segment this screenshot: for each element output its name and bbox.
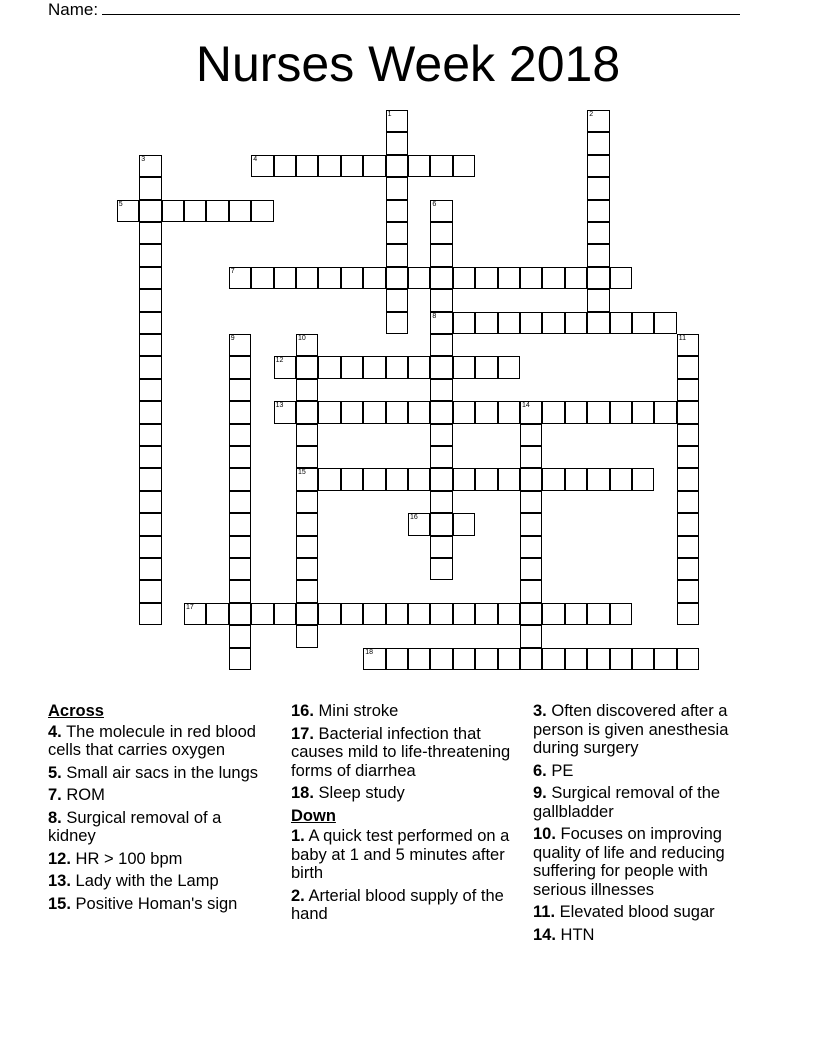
grid-cell[interactable] [610,312,632,334]
clue-down-1: 1. A quick test performed on a baby at 1 and 5 minutes after birth [291,827,510,882]
grid-cell[interactable] [498,356,520,378]
grid-cell[interactable] [206,200,228,222]
grid-cell[interactable] [565,267,587,289]
cell-number: 15 [298,469,306,477]
grid-cell[interactable] [274,356,296,378]
grid-cell[interactable] [139,580,161,602]
grid-cell[interactable] [408,603,430,625]
grid-cell[interactable] [139,200,161,222]
grid-cell[interactable] [139,536,161,558]
grid-cell[interactable] [453,603,475,625]
grid-cell[interactable] [386,132,408,154]
grid-cell[interactable] [520,603,542,625]
grid-cell[interactable] [274,267,296,289]
grid-cell[interactable] [139,468,161,490]
grid-cell[interactable] [139,424,161,446]
grid-cell[interactable] [632,312,654,334]
grid-cell[interactable] [520,267,542,289]
grid-cell[interactable] [139,401,161,423]
grid-cell[interactable] [542,312,564,334]
grid-cell[interactable] [430,312,452,334]
grid-cell[interactable] [386,468,408,490]
grid-cell[interactable] [386,312,408,334]
grid-cell[interactable] [139,356,161,378]
grid-cell[interactable] [610,648,632,670]
clue-across-8: 8. Surgical removal of a kidney [48,808,222,845]
grid-cell[interactable] [430,244,452,266]
page-title: Nurses Week 2018 [195,36,621,92]
grid-cell[interactable] [318,468,340,490]
grid-cell[interactable] [677,334,699,356]
grid-cell[interactable] [430,155,452,177]
clue-across-5: 5. Small air sacs in the lungs [48,763,259,782]
grid-cell[interactable] [408,401,430,423]
grid-cell[interactable] [677,424,699,446]
grid-cell[interactable] [139,334,161,356]
grid-cell[interactable] [139,513,161,535]
grid-cell[interactable] [229,468,251,490]
grid-cell[interactable] [229,267,251,289]
grid-cell[interactable] [296,580,318,602]
grid-cell[interactable] [206,603,228,625]
grid-cell[interactable] [587,177,609,199]
clues-column-1 [48,702,273,917]
grid-cell[interactable] [453,356,475,378]
cell-number: 2 [589,111,594,118]
clue-across-15: 15. Positive Homan's sign [48,894,238,913]
grid-cell[interactable] [520,424,542,446]
grid-cell[interactable] [229,558,251,580]
grid-cell[interactable] [430,603,452,625]
clues-column-2 [291,702,516,928]
clue-across-16: 16. Mini stroke [291,702,399,720]
cell-number: 13 [275,402,284,410]
grid-cell[interactable] [587,289,609,311]
grid-cell[interactable] [229,356,251,378]
grid-cell[interactable] [363,356,385,378]
grid-cell[interactable] [251,603,273,625]
grid-cell[interactable] [453,648,475,670]
grid-cell[interactable] [363,468,385,490]
grid-cell[interactable] [520,513,542,535]
grid-cell[interactable] [318,155,340,177]
grid-cell[interactable] [498,468,520,490]
grid-cell[interactable] [453,513,475,535]
grid-cell[interactable] [229,379,251,401]
clue-across-12: 12. HR > 100 bpm [48,849,183,868]
grid-cell[interactable] [587,155,609,177]
grid-cell[interactable] [229,536,251,558]
grid-cell[interactable] [453,155,475,177]
clue-down-3: 3. Often discovered after a person is given anesthesia during surgery [533,702,729,757]
clue-across-13: 13. Lady with the Lamp [48,872,219,890]
grid-cell[interactable] [453,267,475,289]
grid-cell[interactable] [139,558,161,580]
clue-across-4: 4. The molecule in red blood cells that carries oxygen [48,722,256,759]
clue-across-7: 7. ROM [48,786,105,804]
grid-cell[interactable] [677,648,699,670]
grid-cell[interactable] [184,200,206,222]
grid-cell[interactable] [542,468,564,490]
grid-cell[interactable] [677,379,699,401]
grid-cell[interactable] [654,648,676,670]
grid-cell[interactable] [363,155,385,177]
grid-cell[interactable] [296,558,318,580]
grid-cell[interactable] [274,603,296,625]
grid-cell[interactable] [542,648,564,670]
grid-cell[interactable] [587,244,609,266]
grid-cell[interactable] [139,155,161,177]
grid-cell[interactable] [296,267,318,289]
grid-cell[interactable] [520,580,542,602]
grid-cell[interactable] [587,648,609,670]
grid-cell[interactable] [386,289,408,311]
grid-cell[interactable] [184,603,206,625]
grid-cell[interactable] [386,401,408,423]
grid-cell[interactable] [386,200,408,222]
grid-cell[interactable] [475,401,497,423]
grid-cell[interactable] [430,558,452,580]
grid-cell[interactable] [251,200,273,222]
grid-cell[interactable] [162,200,184,222]
grid-cell[interactable] [430,334,452,356]
clue-down-2: 2. Arterial blood supply of the hand [291,886,504,923]
grid-cell[interactable] [587,132,609,154]
grid-cell[interactable] [139,177,161,199]
grid-cell[interactable] [296,356,318,378]
grid-cell[interactable] [430,648,452,670]
grid-cell[interactable] [386,267,408,289]
grid-cell[interactable] [139,491,161,513]
cell-number: 18 [365,648,373,656]
grid-cell[interactable] [251,267,273,289]
clue-down-14: 14. HTN [533,925,595,944]
grid-cell[interactable] [363,267,385,289]
grid-cell[interactable] [677,580,699,602]
grid-cell[interactable] [542,603,564,625]
grid-cell[interactable] [363,603,385,625]
grid-cell[interactable] [520,558,542,580]
grid-cell[interactable] [386,177,408,199]
cell-number: 3 [141,155,146,163]
grid-cell[interactable] [139,244,161,266]
grid-cell[interactable] [139,379,161,401]
grid-cell[interactable] [430,468,452,490]
grid-cell[interactable] [229,491,251,513]
grid-cell[interactable] [677,603,699,625]
grid-cell[interactable] [430,491,452,513]
cell-number: 4 [253,155,258,163]
grid-cell[interactable] [587,110,609,132]
grid-cell[interactable] [296,155,318,177]
grid-cell[interactable] [654,312,676,334]
grid-cell[interactable] [520,536,542,558]
clue-down-6: 6. PE [533,761,574,780]
grid-cell[interactable] [386,222,408,244]
grid-cell[interactable] [229,200,251,222]
grid-cell[interactable] [296,424,318,446]
grid-cell[interactable] [274,401,296,423]
grid-cell[interactable] [565,401,587,423]
grid-cell[interactable] [542,267,564,289]
grid-cell[interactable] [430,267,452,289]
grid-cell[interactable] [363,648,385,670]
grid-cell[interactable] [386,155,408,177]
grid-cell[interactable] [386,244,408,266]
grid-cell[interactable] [408,267,430,289]
grid-cell[interactable] [117,200,139,222]
grid-cell[interactable] [386,648,408,670]
grid-cell[interactable] [430,356,452,378]
grid-cell[interactable] [430,536,452,558]
grid-cell[interactable] [139,446,161,468]
grid-cell[interactable] [565,648,587,670]
grid-cell[interactable] [408,513,430,535]
grid-cell[interactable] [430,446,452,468]
grid-cell[interactable] [229,603,251,625]
grid-cell[interactable] [139,289,161,311]
grid-cell[interactable] [296,513,318,535]
grid-cell[interactable] [408,468,430,490]
grid-cell[interactable] [520,625,542,647]
grid-cell[interactable] [654,401,676,423]
grid-cell[interactable] [139,603,161,625]
cell-number: 16 [410,514,418,522]
grid-cell[interactable] [475,603,497,625]
grid-cell[interactable] [677,558,699,580]
cell-number: 12 [275,357,284,365]
grid-cell[interactable] [341,401,363,423]
cell-number: 8 [432,312,437,320]
grid-cell[interactable] [251,155,273,177]
grid-cell[interactable] [632,648,654,670]
clue-down-10: 10. Focuses on improving quality of life and reducing suffering for people with serious illnesses [533,825,725,899]
grid-cell[interactable] [430,200,452,222]
grid-cell[interactable] [229,334,251,356]
clues-column-3 [533,702,758,948]
grid-cell[interactable] [386,356,408,378]
cell-number: 14 [522,402,530,410]
grid-cell[interactable] [341,155,363,177]
grid-cell[interactable] [610,603,632,625]
grid-cell[interactable] [498,603,520,625]
grid-cell[interactable] [587,200,609,222]
grid-cell[interactable] [296,468,318,490]
grid-cell[interactable] [430,401,452,423]
grid-cell[interactable] [587,401,609,423]
grid-cell[interactable] [318,603,340,625]
grid-cell[interactable] [587,603,609,625]
grid-cell[interactable] [677,536,699,558]
clue-down-9: 9. Surgical removal of the gallbladder [533,784,721,821]
grid-cell[interactable] [587,222,609,244]
grid-cell[interactable] [677,468,699,490]
cell-number: 9 [230,335,235,342]
grid-cell[interactable] [610,267,632,289]
grid-cell[interactable] [587,468,609,490]
grid-cell[interactable] [520,468,542,490]
grid-cell[interactable] [318,401,340,423]
grid-cell[interactable] [229,401,251,423]
grid-cell[interactable] [632,401,654,423]
grid-cell[interactable] [430,424,452,446]
clue-down-11: 11. Elevated blood sugar [533,903,715,921]
grid-cell[interactable] [139,267,161,289]
grid-cell[interactable] [677,513,699,535]
cell-number: 17 [186,603,194,611]
grid-cell[interactable] [498,312,520,334]
grid-cell[interactable] [139,222,161,244]
grid-cell[interactable] [296,491,318,513]
grid-cell[interactable] [453,468,475,490]
grid-cell[interactable] [453,312,475,334]
clue-across-18: 18. Sleep study [291,784,405,802]
grid-cell[interactable] [520,446,542,468]
grid-cell[interactable] [677,401,699,423]
grid-cell[interactable] [520,401,542,423]
grid-cell[interactable] [296,379,318,401]
cell-number: 5 [118,200,123,208]
grid-cell[interactable] [453,401,475,423]
grid-cell[interactable] [408,648,430,670]
grid-cell[interactable] [408,155,430,177]
cell-number: 6 [432,200,437,208]
grid-cell[interactable] [296,401,318,423]
grid-cell[interactable] [565,468,587,490]
grid-cell[interactable] [318,267,340,289]
grid-cell[interactable] [296,603,318,625]
grid-cell[interactable] [386,603,408,625]
grid-cell[interactable] [430,379,452,401]
grid-cell[interactable] [520,491,542,513]
grid-cell[interactable] [565,312,587,334]
clue-across-17: 17. Bacterial infection that causes mild to life-threatening forms of diarrhea [291,724,511,780]
grid-cell[interactable] [341,603,363,625]
grid-cell[interactable] [475,468,497,490]
grid-cell[interactable] [296,334,318,356]
grid-cell[interactable] [296,446,318,468]
grid-cell[interactable] [229,424,251,446]
grid-cell[interactable] [520,648,542,670]
grid-cell[interactable] [632,468,654,490]
across-heading: Across [48,702,104,720]
cell-number: 1 [387,111,392,118]
grid-cell[interactable] [229,446,251,468]
grid-cell[interactable] [408,356,430,378]
cell-number: 7 [230,267,235,275]
name-label: Name: [48,0,99,19]
grid-cell[interactable] [341,468,363,490]
grid-cell[interactable] [229,580,251,602]
grid-cell[interactable] [475,267,497,289]
grid-cell[interactable] [341,356,363,378]
grid-cell[interactable] [498,648,520,670]
grid-cell[interactable] [565,603,587,625]
cell-number: 10 [298,335,306,342]
grid-cell[interactable] [610,401,632,423]
grid-cell[interactable] [430,513,452,535]
grid-cell[interactable] [296,625,318,647]
grid-cell[interactable] [677,356,699,378]
grid-cell[interactable] [318,356,340,378]
grid-cell[interactable] [363,401,385,423]
grid-cell[interactable] [139,312,161,334]
grid-cell[interactable] [498,267,520,289]
grid-cell[interactable] [430,222,452,244]
grid-cell[interactable] [341,267,363,289]
grid-cell[interactable] [587,267,609,289]
grid-cell[interactable] [498,401,520,423]
cell-number: 11 [678,335,687,342]
grid-cell[interactable] [520,312,542,334]
grid-cell[interactable] [677,446,699,468]
grid-cell[interactable] [430,289,452,311]
grid-cell[interactable] [677,491,699,513]
grid-cell[interactable] [296,536,318,558]
grid-cell[interactable] [475,312,497,334]
grid-cell[interactable] [610,468,632,490]
grid-cell[interactable] [475,356,497,378]
down-heading: Down [291,806,336,825]
grid-cell[interactable] [475,648,497,670]
grid-cell[interactable] [274,155,296,177]
grid-cell[interactable] [229,648,251,670]
grid-cell[interactable] [587,312,609,334]
grid-cell[interactable] [542,401,564,423]
grid-cell[interactable] [229,513,251,535]
grid-cell[interactable] [229,625,251,647]
grid-cell[interactable] [386,110,408,132]
